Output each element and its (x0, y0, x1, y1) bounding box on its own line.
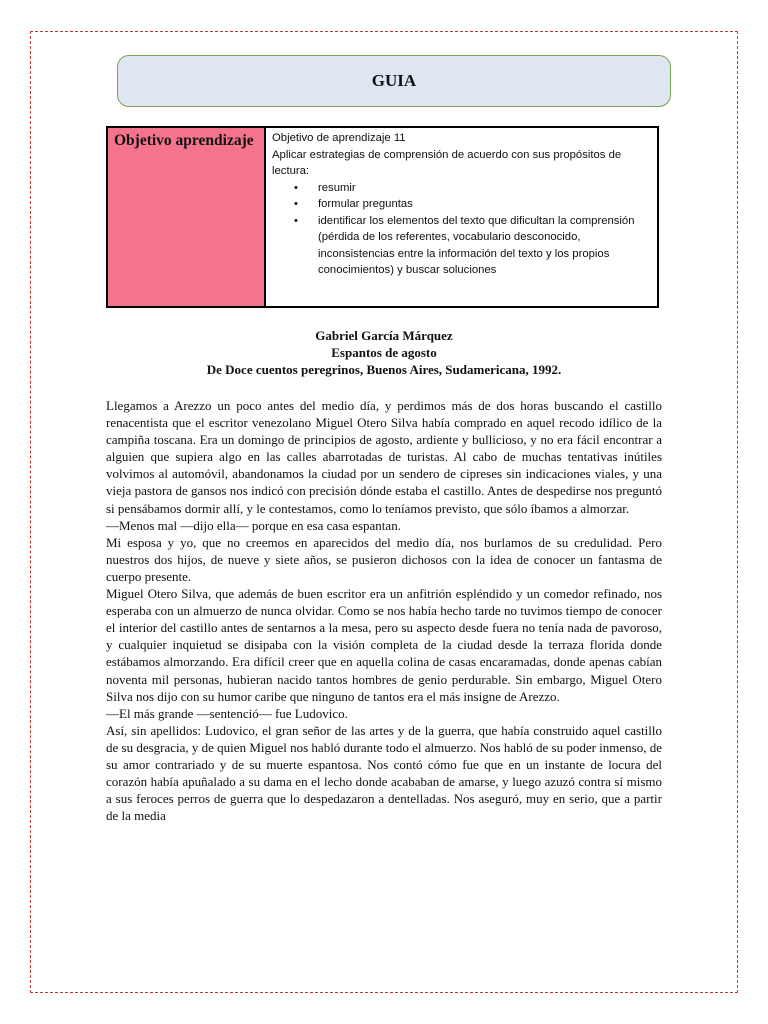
story-header (106, 327, 662, 378)
story-dialogue: —Menos mal —dijo ella— porque en esa casa espantan. (106, 517, 401, 533)
story-author: Gabriel García Márquez (315, 328, 453, 343)
objective-table (106, 126, 659, 308)
objective-bullet: • identificar los elementos del texto que dificultan la comprensión (pérdida de los referentes, vocabulario desconocido, inconsistencias entre la información del texto y los propios conocimientos) y buscar soluciones (318, 213, 651, 279)
objective-label-cell (108, 128, 266, 306)
objective-line2: Aplicar estrategias de comprensión de acuerdo con sus propósitos de lectura: (272, 148, 622, 177)
objective-bullet: • formular preguntas (318, 196, 651, 213)
objective-bullet: • resumir (318, 180, 651, 197)
story-paragraph: Así, sin apellidos: Ludovico, el gran señor de las artes y de la guerra, que había construido aquel castillo de su desgracia, y de quien Miguel nos habló durante todo el almuerzo. Nos habló de su poder inmenso, de su amor contrariado y de su muerte espantosa. Nos contó cómo fue que en un instante de locura del corazón había apuñalado a su dama en el lecho donde acababan de amarse, y luego azuzó contra sí mismo a sus feroces perros de guerra que lo despedazaron a dentelladas. Nos aseguró, muy en serio, que a partir de la media (106, 722, 662, 824)
guia-title: GUIA (371, 71, 417, 90)
objective-bullet-list (272, 180, 651, 279)
story-body (106, 397, 662, 824)
story-title: Espantos de agosto (331, 345, 437, 360)
story-source: De Doce cuentos peregrinos, Buenos Aires, Sudamericana, 1992. (206, 362, 562, 377)
guia-title-box (117, 55, 671, 107)
story-paragraph: Llegamos a Arezzo un poco antes del medio día, y perdimos más de dos horas buscando el castillo renacentista que el escritor venezolano Miguel Otero Silva había comprado en aquel recodo idílico de la campiña toscana. Era un domingo de principios de agosto, ardiente y bullicioso, y no era fácil encontrar a alguien que supiera algo en las calles abarrotadas de turistas. Al cabo de muchas tentativas inútiles volvimos al automóvil, abandonamos la ciudad por un sendero de cipreses sin indicaciones viales, y una vieja pastora de gansos nos indicó con precisión dónde estaba el castillo. Antes de despedirse nos preguntó si pensábamos dormir allí, y le contestamos, como lo teníamos previsto, que sólo íbamos a almorzar. (106, 398, 662, 516)
story-paragraph: Miguel Otero Silva, que además de buen escritor era un anfitrión espléndido y un comedor refinado, nos esperaba con un almuerzo de nunca olvidar. Como se nos había hecho tarde no tuvimos tiempo de conocer el interior del castillo antes de sentarnos a la mesa, pero su aspecto desde fuera no tenía nada de pavoroso, y cualquier inquietud se disipaba con la visión completa de la ciudad desde la terraza florida donde estábamos almorzando. Era difícil creer que en aquella colina de casas encaramadas, donde apenas cabían noventa mil personas, hubieran nacido tantos hombres de genio perdurable. Sin embargo, Miguel Otero Silva nos dijo con su humor caribe que ninguno de tantos era el más insigne de Arezzo. (106, 586, 662, 704)
objective-content-cell (266, 128, 657, 306)
story-dialogue: —El más grande —sentenció— fue Ludovico. (106, 705, 348, 721)
objective-line1: Objetivo de aprendizaje 11 (272, 132, 406, 144)
story-paragraph: Mi esposa y yo, que no creemos en aparecidos del medio día, nos burlamos de su credulidad. Pero nuestros dos hijos, de nueve y siete años, se pusieron dichosos con la idea de conocer un fantasma de cuerpo presente. (106, 534, 662, 584)
objective-label: Objetivo aprendizaje (114, 132, 254, 149)
